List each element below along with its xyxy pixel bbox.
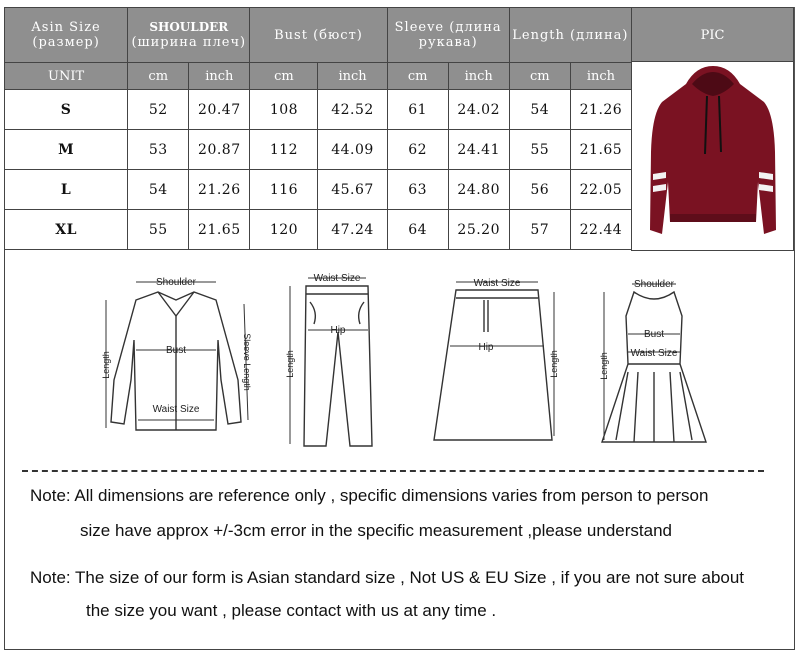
unit-cm: cm	[250, 63, 318, 90]
bust-cm: 108	[250, 90, 318, 130]
length-inch: 22.05	[570, 170, 631, 210]
dress-waist-label: Waist Size	[630, 348, 678, 359]
pants-length-label: Length	[285, 350, 295, 378]
skirt-diagram	[420, 272, 570, 447]
shirt-sleeve-label: Sleeve Length	[242, 333, 252, 391]
sleeve-cm: 61	[387, 90, 448, 130]
table-row	[5, 210, 632, 250]
bust-cm: 116	[250, 170, 318, 210]
shirt-diagram	[96, 270, 256, 450]
note-1-line-2: size have approx +/-3cm error in the specific measurement ,please understand	[80, 521, 672, 540]
header-length: Length (длина)	[509, 8, 631, 63]
shoulder-cm: 54	[128, 170, 189, 210]
unit-inch: inch	[570, 63, 631, 90]
header-asin-size: Asin Size (размер)	[5, 8, 128, 63]
unit-label: UNIT	[5, 63, 128, 90]
skirt-length-label: Length	[549, 350, 559, 378]
header-row	[5, 8, 632, 63]
note-2-line-2: the size you want , please contact with us at any time .	[86, 601, 497, 620]
length-inch: 21.65	[570, 130, 631, 170]
product-picture	[631, 61, 794, 251]
table-row	[5, 130, 632, 170]
skirt-waist-label: Waist Size	[473, 278, 521, 289]
header-shoulder-en: SHOULDER	[149, 20, 229, 34]
note-1-line-1: Note: All dimensions are reference only , specific dimensions varies from person to person	[30, 486, 709, 505]
bust-inch: 45.67	[318, 170, 387, 210]
shirt-waist-label: Waist Size	[152, 404, 200, 415]
dress-length-label: Length	[599, 352, 609, 380]
length-cm: 57	[509, 210, 570, 250]
unit-cm: cm	[387, 63, 448, 90]
sleeve-cm: 62	[387, 130, 448, 170]
table-row	[5, 170, 632, 210]
shoulder-inch: 20.47	[189, 90, 250, 130]
shoulder-inch: 21.65	[189, 210, 250, 250]
hoodie-icon	[632, 62, 793, 250]
header-sleeve: Sleeve (длина рукава)	[387, 8, 509, 63]
unit-cm: cm	[509, 63, 570, 90]
shoulder-cm: 55	[128, 210, 189, 250]
shoulder-inch: 20.87	[189, 130, 250, 170]
length-inch: 22.44	[570, 210, 631, 250]
length-cm: 55	[509, 130, 570, 170]
header-shoulder-ru: (ширина плеч)	[131, 35, 247, 50]
bust-inch: 47.24	[318, 210, 387, 250]
shoulder-cm: 53	[128, 130, 189, 170]
sleeve-cm: 64	[387, 210, 448, 250]
sleeve-inch: 25.20	[448, 210, 509, 250]
unit-inch: inch	[448, 63, 509, 90]
length-cm: 56	[509, 170, 570, 210]
bust-inch: 42.52	[318, 90, 387, 130]
table-row	[5, 90, 632, 130]
size-label: XL	[5, 210, 128, 250]
length-inch: 21.26	[570, 90, 631, 130]
unit-inch: inch	[189, 63, 250, 90]
shoulder-inch: 21.26	[189, 170, 250, 210]
size-label: M	[5, 130, 128, 170]
skirt-hip-label: Hip	[478, 342, 494, 353]
header-pic: PIC	[631, 7, 794, 62]
bust-cm: 120	[250, 210, 318, 250]
dashed-divider	[22, 470, 764, 472]
pants-waist-label: Waist Size	[313, 273, 361, 284]
shoulder-cm: 52	[128, 90, 189, 130]
pants-diagram	[278, 272, 378, 452]
sleeve-inch: 24.41	[448, 130, 509, 170]
bust-cm: 112	[250, 130, 318, 170]
header-shoulder	[128, 8, 250, 63]
size-table	[4, 7, 632, 250]
unit-row	[5, 63, 632, 90]
sleeve-cm: 63	[387, 170, 448, 210]
unit-cm: cm	[128, 63, 189, 90]
shirt-length-label: Length	[101, 351, 111, 379]
sleeve-inch: 24.80	[448, 170, 509, 210]
header-bust: Bust (бюст)	[250, 8, 387, 63]
size-label: L	[5, 170, 128, 210]
bust-inch: 44.09	[318, 130, 387, 170]
shirt-shoulder-label: Shoulder	[155, 277, 197, 288]
size-label: S	[5, 90, 128, 130]
dress-bust-label: Bust	[643, 329, 665, 340]
dress-diagram	[594, 272, 714, 452]
sleeve-inch: 24.02	[448, 90, 509, 130]
dress-shoulder-label: Shoulder	[633, 279, 675, 290]
note-2-line-1: Note: The size of our form is Asian standard size , Not US & EU Size , if you are not sure about	[30, 568, 745, 587]
unit-inch: inch	[318, 63, 387, 90]
shirt-bust-label: Bust	[165, 345, 187, 356]
pants-hip-label: Hip	[330, 325, 346, 336]
length-cm: 54	[509, 90, 570, 130]
